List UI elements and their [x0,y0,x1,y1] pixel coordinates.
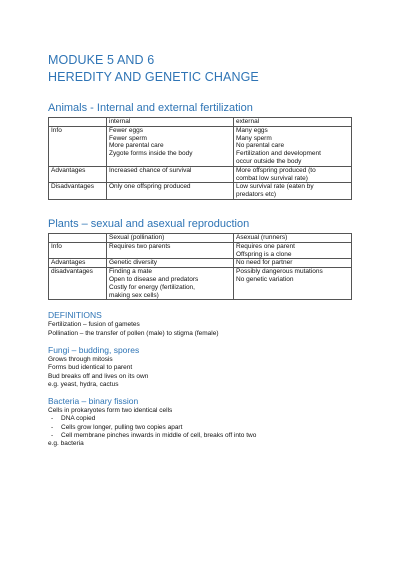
cell-line: Fertilization and development [236,150,321,158]
cell-line: Many sperm [236,134,272,142]
row-label: Info [49,126,107,166]
fungi-line: e.g. yeast, hydra, cactus [48,380,119,388]
bullet-text: Cells grow longer, pulling two copies apart [61,423,183,431]
cell-line: Offspring is a clone [236,250,292,258]
table-row [49,268,352,300]
cell-line: Low survival rate (eaten by [236,183,314,191]
cell-line: Possibly dangerous mutations [236,268,323,276]
table-cell [234,259,352,268]
bacteria-bullet-list [48,415,352,440]
table-cell [107,259,234,268]
cell-line: Costly for energy (fertilization, [109,283,195,291]
cell-line: predators etc) [236,191,277,199]
table-header-row [49,233,352,242]
definition-line: Fertilization – fusion of gametes [48,321,140,329]
row-label: disadvantages [49,268,107,300]
plants-table [48,233,352,300]
row-label: Advantages [49,166,107,183]
bullet-marker: - [51,423,54,431]
table-cell [107,166,234,183]
bullet-marker: - [51,432,54,440]
table-cell [107,268,234,300]
bullet-marker: - [51,415,54,423]
bacteria-example: e.g. bacteria [48,440,84,448]
bullet-text: Cell membrane pinches inwards in middle of cell, breaks off into two [61,432,257,440]
plants-heading: Plants – sexual and asexual reproduction [48,217,250,230]
table-cell [234,126,352,166]
table-header-row [49,118,352,127]
table-header-cell: external [234,118,352,127]
cell-line: No parental care [236,142,285,150]
cell-line: Zygote forms inside the body [109,150,193,158]
table-cell [234,268,352,300]
table-header-cell: Asexual (runners) [234,233,352,242]
cell-line: Requires one parent [236,242,295,250]
fungi-line: Forms bud identical to parent [48,364,133,372]
table-cell [107,242,234,259]
fungi-line: Grows through mitosis [48,355,113,363]
table-cell [107,126,234,166]
table-row [49,183,352,200]
list-item [48,432,352,440]
bacteria-heading: Bacteria – binary fission [48,396,139,407]
document-subtitle: HEREDITY AND GENETIC CHANGE [48,70,259,84]
row-label: Disadvantages [49,183,107,200]
row-label: Info [49,242,107,259]
cell-line: Requires two parents [109,242,171,250]
cell-line: Increased chance of survival [109,166,192,174]
definition-line: Pollination – the transfer of pollen (male) to stigma (female) [48,329,219,337]
table-row [49,242,352,259]
cell-line: Fewer eggs [109,126,143,134]
cell-line: Genetic diversity [109,259,158,267]
cell-line: occur outside the body [236,157,302,165]
cell-line: Only one offspring produced [109,183,191,191]
cell-line: More offspring produced (to [236,166,316,174]
list-item [48,415,352,423]
fungi-heading: Fungi – budding, spores [48,344,140,355]
cell-line: Many eggs [236,126,268,134]
bullet-text: DNA copied [61,415,96,423]
animals-table [48,117,352,200]
list-item [48,424,352,432]
animals-heading: Animals - Internal and external fertilization [48,102,253,114]
cell-line: More parental care [109,142,164,150]
table-cell [234,166,352,183]
table-row [49,126,352,166]
cell-line: Finding a mate [109,268,152,276]
cell-line: No genetic variation [236,275,294,283]
table-cell [234,242,352,259]
row-label: Advantages [49,259,107,268]
bacteria-intro: Cells in prokaryotes form two identical cells [48,407,173,415]
table-header-cell [49,233,107,242]
table-row [49,166,352,183]
table-cell [234,183,352,200]
cell-line: Fewer sperm [109,134,147,142]
fungi-line: Bud breaks off and lives on its own [48,372,149,380]
table-header-cell: internal [107,118,234,127]
document-title: MODUKE 5 AND 6 [48,53,155,67]
table-row [49,259,352,268]
cell-line: making sex cells) [109,291,159,299]
table-header-cell [49,118,107,127]
definitions-heading: DEFINITIONS [48,310,102,321]
cell-line: combat low survival rate) [236,174,308,182]
cell-line: Open to disease and predators [109,275,199,283]
table-cell [107,183,234,200]
cell-line: No need for partner [236,259,293,267]
table-header-cell: Sexual (pollination) [107,233,234,242]
